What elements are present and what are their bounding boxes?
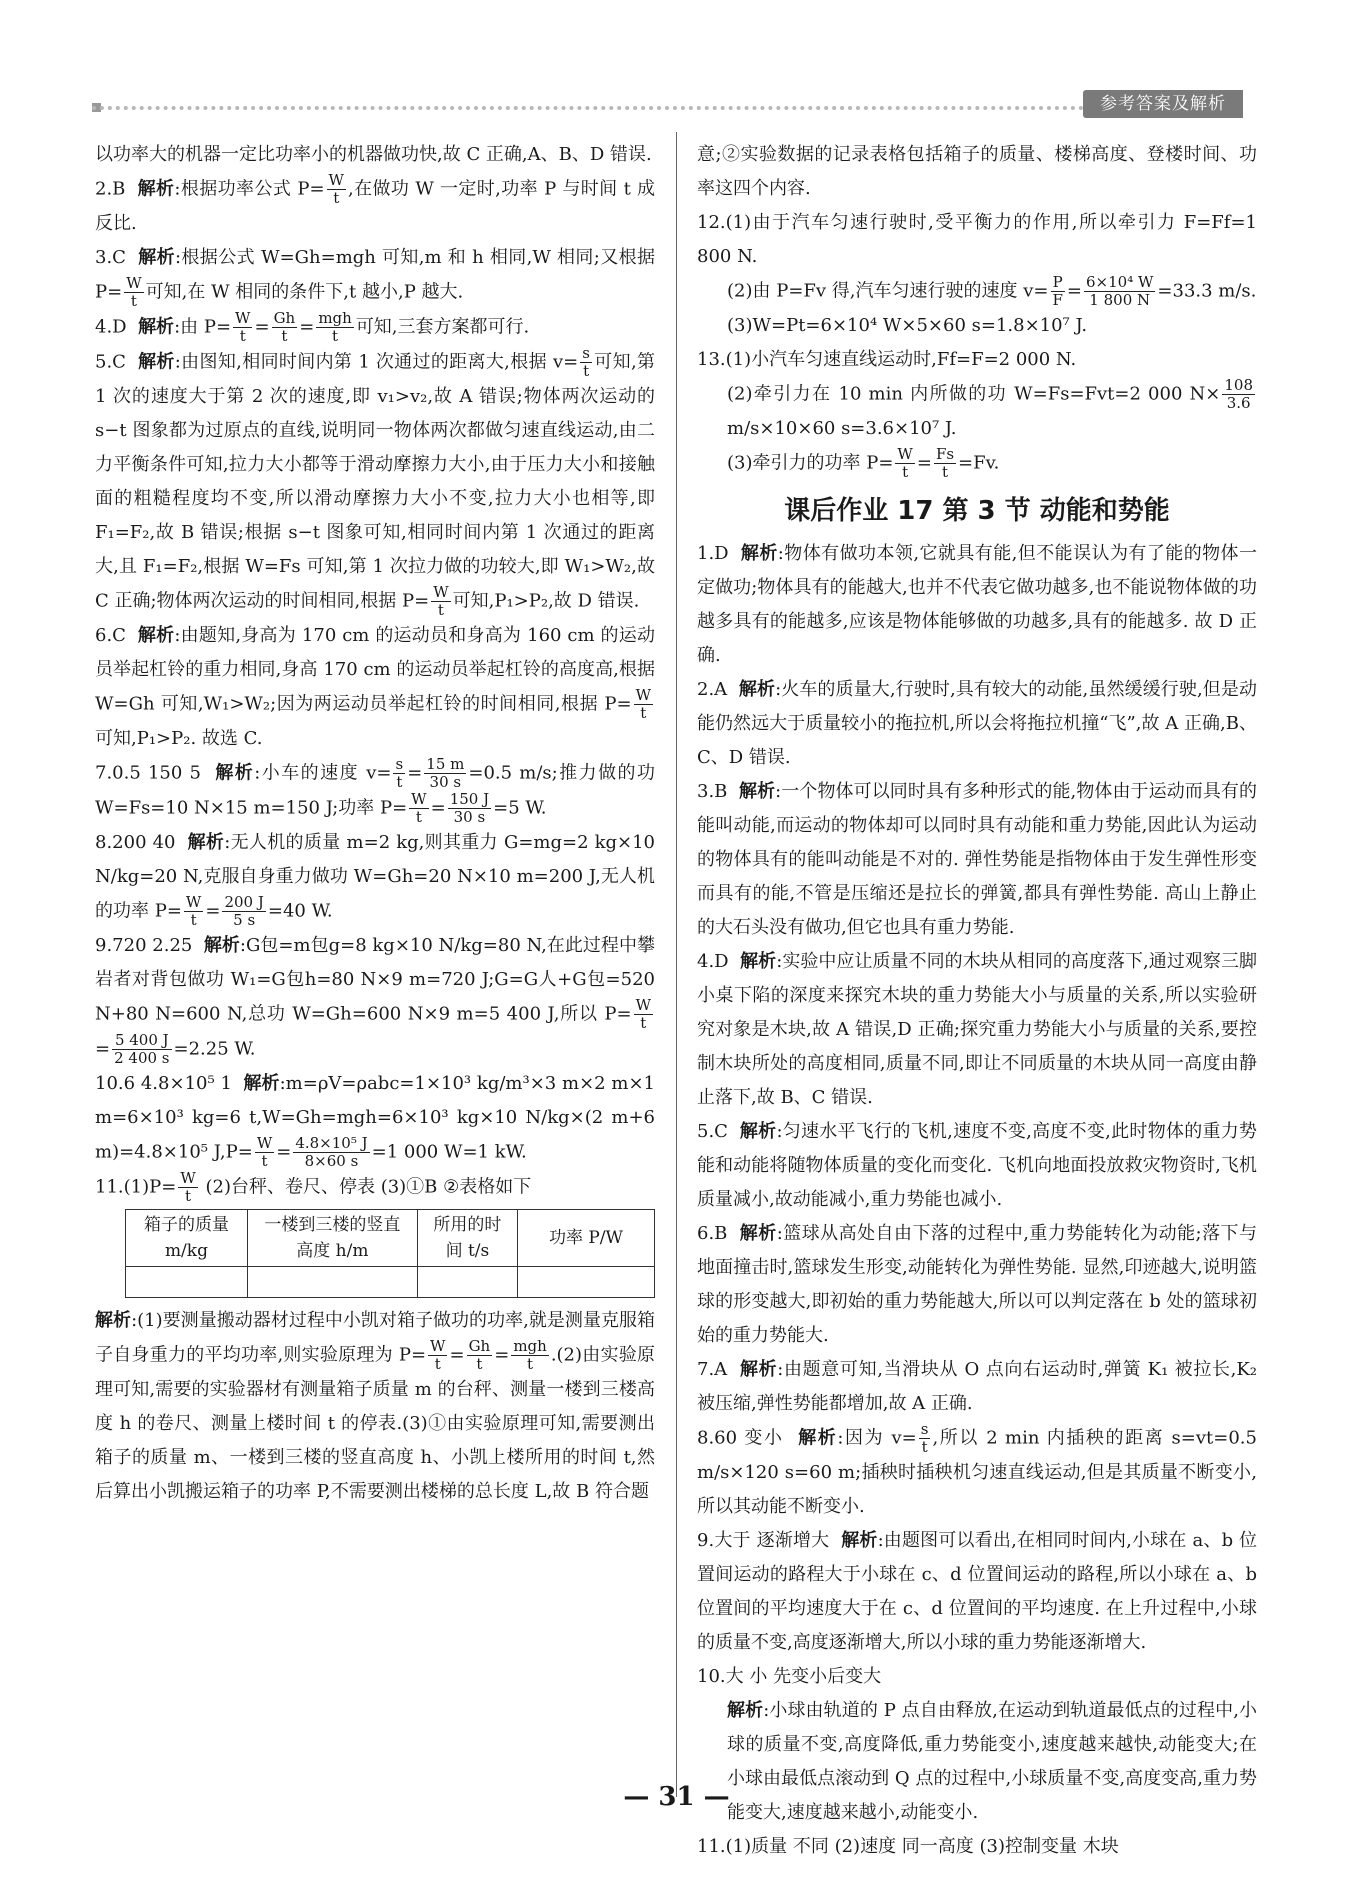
energy-answer-8: 8.60 变小 解析:因为 v= $\frac{s}{t}$ ,所以 2 min 内插秧的距离 s=vt=0.5 m/s×120 s=60 m;插秧时插秧机匀速直线运动,但是其质量不断变小,所以其动能不断变小. — [697, 1420, 1257, 1517]
fraction: $\frac{W}{t}$ — [411, 790, 427, 826]
table-cell — [518, 1267, 655, 1298]
answer-1-continued: 以功率大的机器一定比功率小的机器做功快,故 C 正确,A、B、D 错误. — [95, 144, 652, 165]
energy-answer-4: 4.D 解析:实验中应让质量不同的木块从相同的高度落下,通过观察三脚小桌下陷的深度来探究木块的重力势能大小与质量的关系,所以实验研究对象是木块,故 A 错误,D 正确;探究重力势能大小与质量的关系,要控制木块所处的高度相同,质量不同,即让不同质量的木块从同一高度由静止落下,故 B、C 错误. — [697, 951, 1257, 1108]
left-column — [95, 138, 655, 1509]
energy-answer-7: 7.A 解析:由题意可知,当滑块从 O 点向右运动时,弹簧 K₁ 被拉长,K₂ 被压缩,弹性势能都增加,故 A 正确. — [697, 1359, 1258, 1414]
fraction: $\frac{108}{3.6}$ — [1224, 376, 1253, 412]
record-table — [125, 1209, 655, 1298]
fraction: $\frac{W}{t}$ — [433, 583, 449, 619]
fraction: $\frac{\text{4.8×10⁵ J}}{8\times 60 s}$ — [295, 1134, 368, 1170]
header-dotted-rule — [92, 106, 1092, 110]
answer-10: 10.6 4.8×10⁵ 1 解析:m=ρV=ρabc=1×10³ kg/m³×3 m×2 m×1 m=6×10³ kg=6 t,W=Gh=mgh=6×10³ kg×10 N/kg×(2 m+6 m)=4.8×10⁵ J,P= $\frac{W}{t}$ = $\frac{\text{4.8×10⁵ J}}{8\times 60 s}$ =1 000 W=1 kW. — [95, 1073, 655, 1170]
fraction: $\frac{W}{t}$ — [430, 1337, 446, 1373]
answer-11-continued: 意;②实验数据的记录表格包括箱子的质量、楼梯高度、登楼时间、功率这四个内容. — [697, 144, 1257, 199]
fraction: $\frac{Gh}{t}$ — [273, 309, 296, 345]
fraction: $\frac{W}{t}$ — [635, 996, 651, 1032]
answer-12-part2: (2)由 P=Fv 得,汽车匀速行驶的速度 v= $\frac{P}{F}$ = $\frac{\text{6×10⁴ W}}{1 800 N}$ =33.3 m/s. — [727, 273, 1257, 309]
energy-answer-5: 5.C 解析:匀速水平飞行的飞机,速度不变,高度不变,此时物体的重力势能和动能将随物体质量的变化而变化. 飞机向地面投放救灾物资时,飞机质量减小,故动能减小,重力势能也减小. — [697, 1121, 1257, 1210]
fraction: $\frac{\text{6×10⁴ W}}{1 800 N}$ — [1086, 273, 1154, 309]
energy-answer-2: 2.A 解析:火车的质量大,行驶时,具有较大的动能,虽然缓缓行驶,但是动能仍然远大于质量较小的拖拉机,所以会将拖拉机撞“飞”,故 A 正确,B、C、D 错误. — [697, 679, 1258, 768]
fraction: $\frac{W}{t}$ — [328, 171, 344, 207]
answer-13-part2: (2)牵引力在 10 min 内所做的功 W=Fs=Fvt=2 000 N× $\frac{108}{3.6}$ m/s×10×60 s=3.6×10⁷ J. — [727, 376, 1253, 439]
answer-11-analysis: 解析:(1)要测量搬动器材过程中小凯对箱子做功的功率,就是测量克服箱子自身重力的平均功率,则实验原理为 P= $\frac{W}{t}$ = $\frac{Gh}{t}$ = $\frac{\text{mgh}}{t}$ .(2)由实验原理可知,需要的实验器材有测量箱子质量 m 的台秤、测量一楼到三楼高度 h 的卷尺、测量上楼时间 t 的停表.(3)①由实验原理可知,需要测出箱子的质量 m、一楼到三楼的竖直高度 h、小凯上楼所用的时间 t,然后算出小凯搬运箱子的功率 P,不需要测出楼梯的总长度 L,故 B 符合题 — [95, 1310, 656, 1502]
fraction: $\frac{\text{mgh}}{t}$ — [318, 309, 352, 345]
answer-13-part1: 13.(1)小汽车匀速直线运动时,Ff=F=2 000 N. — [697, 349, 1077, 370]
answer-6: 6.C 解析:由题知,身高为 170 cm 的运动员和身高为 160 cm 的运动员举起杠铃的重力相同,身高 170 cm 的运动员举起杠铃的高度高,根据 W=Gh 可知,W₁>W₂;因为两运动员举起杠铃的时间相同,根据 P= $\frac{W}{t}$ 可知,P₁>P₂. 故选 C. — [95, 625, 655, 749]
answer-11: 11.(1)P= $\frac{W}{t}$ (2)台秤、卷尺、停表 (3)①B ②表格如下 — [95, 1169, 532, 1205]
answer-7: 7.0.5 150 5 解析:小车的速度 v= $\frac{s}{t}$ = $\frac{15 m}{30 s}$ =0.5 m/s;推力做的功 W=Fs=10 N×15 m=150 J;功率 P= $\frac{W}{t}$ = $\frac{150 J}{30 s}$ =5 W. — [95, 755, 655, 826]
table-cell — [247, 1267, 417, 1298]
energy-answer-9: 9.大于 逐渐增大 解析:由题图可以看出,在相同时间内,小球在 a、b 位置间运动的路程大于小球在 c、d 位置间运动的路程,所以小球在 a、b 位置间的平均速度大于在 c、d 位置间的平均速度. 在上升过程中,小球的质量不变,高度逐渐增大,所以小球的重力势能逐渐增大. — [697, 1530, 1257, 1653]
fraction: $\frac{5 400 J}{2 400 s}$ — [114, 1031, 170, 1067]
table-row — [126, 1267, 655, 1298]
fraction: $\frac{150 J}{30 s}$ — [449, 790, 490, 826]
column-divider — [676, 132, 677, 1797]
fraction: $\frac{s}{t}$ — [582, 344, 590, 380]
fraction: $\frac{P}{F}$ — [1052, 273, 1063, 309]
energy-answer-11: 11.(1)质量 不同 (2)速度 同一高度 (3)控制变量 木块 — [697, 1836, 1119, 1857]
fraction: $\frac{Fs}{t}$ — [935, 445, 955, 481]
table-header: 功率 P/W — [518, 1210, 655, 1267]
answer-3: 3.C 解析:根据公式 W=Gh=mgh 可知,m 和 h 相同,W 相同;又根据 P= $\frac{W}{t}$ 可知,在 W 相同的条件下,t 越小,P 越大. — [95, 247, 656, 310]
fraction: $\frac{15 m}{30 s}$ — [426, 755, 465, 791]
answer-12-part1: 12.(1)由于汽车匀速行驶时,受平衡力的作用,所以牵引力 F=Ff=1 800 N. — [697, 212, 1257, 267]
fraction: $\frac{W}{t}$ — [256, 1134, 273, 1170]
fraction: $\frac{s}{t}$ — [920, 1420, 929, 1456]
energy-answer-6: 6.B 解析:篮球从高处自由下落的过程中,重力势能转化为动能;落下与地面撞击时,篮球发生形变,动能转化为弹性势能. 显然,印迹越大,说明篮球的形变越大,即初始的重力势能越大,所以可以判定落在 b 处的篮球初始的重力势能大. — [697, 1223, 1257, 1346]
fraction: $\frac{W}{t}$ — [126, 274, 142, 310]
answer-13-part3: (3)牵引力的功率 P= $\frac{W}{t}$ = $\frac{Fs}{t}$ =Fv. — [727, 445, 1000, 481]
page-number: — 31 — — [623, 1782, 730, 1812]
answer-2: 2.B 解析:根据功率公式 P= $\frac{W}{t}$ ,在做功 W 一定时,功率 P 与时间 t 成反比. — [95, 171, 655, 234]
answer-9: 9.720 2.25 解析:G包=m包g=8 kg×10 N/kg=80 N,在此过程中攀岩者对背包做功 W₁=G包h=80 N×9 m=720 J;G=G人+G包=520 N+80 N=600 N,总功 W=Gh=600 N×9 m=5 400 J,所以 P= $\frac{W}{t}$ = $\frac{5 400 J}{2 400 s}$ =2.25 W. — [95, 935, 655, 1067]
fraction: $\frac{\text{mgh}}{t}$ — [513, 1337, 547, 1373]
fraction: $\frac{W}{t}$ — [185, 893, 202, 929]
fraction: $\frac{W}{t}$ — [897, 445, 913, 481]
fraction: $\frac{Gh}{t}$ — [468, 1337, 491, 1373]
energy-answer-3: 3.B 解析:一个物体可以同时具有多种形式的能,物体由于运动而具有的能叫动能,而运动的物体却可以同时具有动能和重力势能,因此认为运动的物体具有的能叫动能是不对的. 弹性势能是指物体由于发生弹性形变而具有的能,不管是压缩还是拉长的弹簧,都具有弹性势能. 高山上静止的大石头没有做功,但它也具有重力势能. — [697, 781, 1257, 938]
section-title: 课后作业 17 第 3 节 动能和势能 — [784, 496, 1170, 526]
answer-5: 5.C 解析:由图知,相同时间内第 1 次通过的距离大,根据 v= $\frac{s}{t}$ 可知,第 1 次的速度大于第 2 次的速度,即 v₁>v₂,故 A 错误;物体两次运动的 s−t 图象都为过原点的直线,说明同一物体两次都做匀速直线运动,由二力平衡条件可知,拉力大小都等于滑动摩擦力大小,由于压力大小和接触面的粗糙程度均不变,所以滑动摩擦力大小不变,拉力大小也相等,即 F₁=F₂,故 B 错误;根据 s−t 图象可知,相同时间内第 1 次通过的距离大,且 F₁=F₂,根据 W=Fs 可知,第 1 次拉力做的功较大,即 W₁>W₂,故 C 正确;物体两次运动的时间相同,根据 P= $\frac{W}{t}$ 可知,P₁>P₂,故 D 错误. — [95, 344, 656, 619]
energy-answer-10-analysis: 解析:小球由轨道的 P 点自由释放,在运动到轨道最低点的过程中,小球的质量不变,高度降低,重力势能变小,速度越来越快,动能变大;在小球由最低点滚动到 Q 点的过程中,小球质量不变,高度变高,重力势能变大,速度越来越小,动能变小. — [727, 1700, 1258, 1823]
table-row — [126, 1210, 655, 1267]
energy-answer-10: 10.大 小 先变小后变大 — [697, 1666, 882, 1687]
fraction: $\frac{W}{t}$ — [235, 309, 251, 345]
table-header: 箱子的质量 m/kg — [126, 1210, 248, 1267]
table-header: 所用的时间 t/s — [417, 1210, 517, 1267]
right-column — [697, 138, 1257, 1864]
header-tag: 参考答案及解析 — [1083, 90, 1243, 118]
answer-4: 4.D 解析:由 P= $\frac{W}{t}$ = $\frac{Gh}{t}$ = $\frac{\text{mgh}}{t}$ 可知,三套方案都可行. — [95, 309, 530, 345]
fraction: $\frac{s}{t}$ — [395, 755, 404, 791]
table-header: 一楼到三楼的竖直高度 h/m — [247, 1210, 417, 1267]
fraction: $\frac{200 J}{5 s}$ — [224, 893, 264, 929]
fraction: $\frac{W}{t}$ — [180, 1169, 196, 1205]
fraction: $\frac{W}{t}$ — [635, 686, 651, 722]
answer-12-part3: (3)W=Pt=6×10⁴ W×5×60 s=1.8×10⁷ J. — [727, 315, 1088, 336]
energy-answer-1: 1.D 解析:物体有做功本领,它就具有能,但不能误认为有了能的物体一定做功;物体具有的能越大,也并不代表它做功越多,也不能说物体做的功越多具有的能越多,应该是物体能够做的功越多,具有的能越多. 故 D 正确. — [697, 543, 1257, 666]
table-cell — [126, 1267, 248, 1298]
answer-8: 8.200 40 解析:无人机的质量 m=2 kg,则其重力 G=mg=2 kg×10 N/kg=20 N,克服自身重力做功 W=Gh=20 N×10 m=200 J,无人机的功率 P= $\frac{W}{t}$ = $\frac{200 J}{5 s}$ =40 W. — [95, 832, 656, 929]
table-cell — [417, 1267, 517, 1298]
